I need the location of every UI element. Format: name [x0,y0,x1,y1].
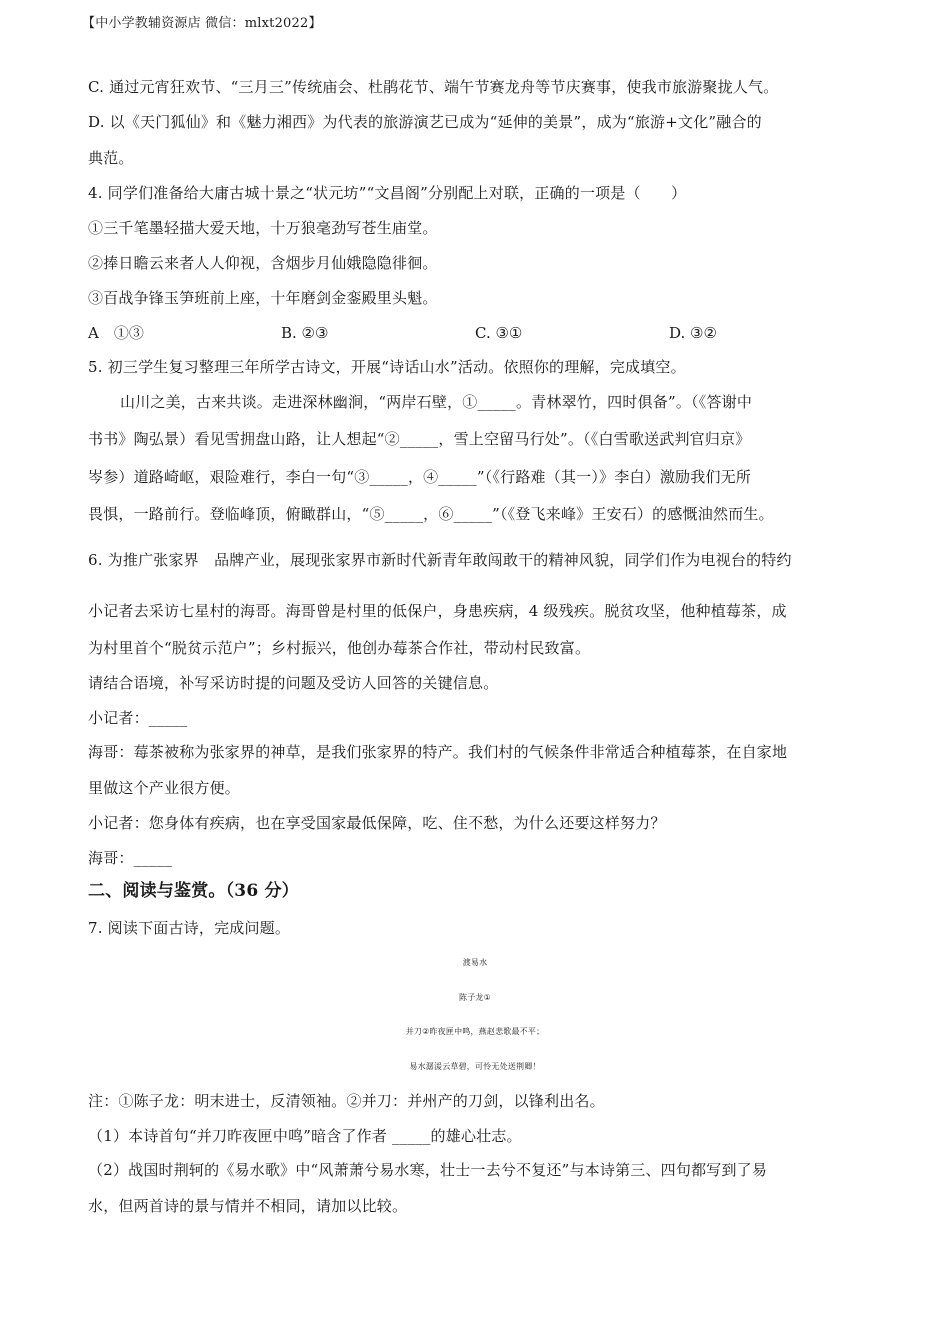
hai-ge-answer-1-cont: 里做这个产业很方便。 [88,779,241,797]
answer-option-b: B. ②③ [281,324,329,342]
question-5-para-2: 书书》陶弘景）看见雪拥盘山路，让人想起“②_____，雪上空留马行处”。（《白雪歌送武判官归京》 [88,430,751,448]
question-5-para-3: 岑参）道路崎岖，艰险难行，李白一句“③_____，④_____”（《行路难（其一）》李白）激励我们无所 [88,468,752,486]
answer-option-d: D. ③② [669,324,717,342]
answer-option-c: C. ③① [475,324,523,342]
section-title: 二、阅读与鉴赏。（36 分） [88,881,299,901]
couplet-2: ②捧日瞻云来者人人仰视，含烟步月仙娥隐隐徘徊。 [88,254,438,272]
poem-notes: 注：①陈子龙：明末进士，反清领袖。②并刀：并州产的刀剑，以锋利出名。 [88,1092,605,1110]
answer-option-a: A ①③ [88,324,144,342]
question-7-part-2-cont: 水，但两首诗的景与情并不相同，请加以比较。 [88,1197,408,1215]
question-4: 4. 同学们准备给大庸古城十景之“状元坊”“文昌阁”分别配上对联，正确的一项是（ ） [88,184,687,202]
question-5: 5. 初三学生复习整理三年所学古诗文，开展“诗话山水”活动。依照你的理解，完成填空。 [88,358,686,376]
question-7-part-2: （2）战国时荆轲的《易水歌》中“风萧萧兮易水寒，壮士一去兮不复还”与本诗第三、四句都写到了易 [88,1161,768,1179]
hai-ge-answer-2: 海哥：_____ [88,849,173,867]
poem-author: 陈子龙① [459,993,491,1002]
header-watermark: 【中小学教辅资源店 微信：mlxt2022】 [82,16,322,31]
question-6-instruction: 请结合语境，补写采访时提的问题及受访人回答的关键信息。 [88,674,499,692]
hai-ge-answer-1: 海哥：莓茶被称为张家界的神草，是我们张家界的特产。我们村的气候条件非常适合种植莓茶，在自家地 [88,743,788,761]
question-5-para-4: 畏惧，一路前行。登临峰顶，俯瞰群山，“⑤_____，⑥_____”（《登飞来峰》王安石）的感慨油然而生。 [88,505,774,523]
option-c-text: C. 通过元宵狂欢节、“三月三”传统庙会、杜鹃花节、端午节赛龙舟等节庆赛事，使我市旅游聚拢人气。 [88,78,779,96]
couplet-3: ③百战争锋玉笋班前上座，十年磨剑金銮殿里头魁。 [88,289,438,307]
couplet-1: ①三千笔墨轻描大爱天地，十万狼毫劲写苍生庙堂。 [88,219,438,237]
question-6: 6. 为推广张家界 品牌产业，展现张家界市新时代新青年敢闯敢干的精神风貌，同学们作为电视台的特约 [88,551,792,569]
question-6-line-2: 小记者去采访七星村的海哥。海哥曾是村里的低保户，身患疾病，4 级残疾。脱贫攻坚，他种植莓茶，成 [88,602,787,620]
reporter-question-2: 小记者：您身体有疾病，也在享受国家最低保障，吃、住不愁，为什么还要这样努力？ [88,814,666,832]
poem-line-2: 易水潺湲云草碧，可怜无处送荆卿！ [409,1062,541,1071]
question-7-part-1: （1）本诗首句“并刀昨夜匣中鸣”暗含了作者 _____的雄心壮志。 [88,1127,522,1145]
question-7: 7. 阅读下面古诗，完成问题。 [88,919,291,937]
poem-line-1: 并刀②昨夜匣中鸣，燕赵悲歌最不平； [405,1027,545,1036]
option-d-continued: 典范。 [88,149,134,167]
poem-title: 渡易水 [462,958,488,967]
question-6-line-3: 为村里首个“脱贫示范户”；乡村振兴，他创办莓茶合作社，带动村民致富。 [88,639,591,657]
option-d-text: D. 以《天门狐仙》和《魅力湘西》为代表的旅游演艺已成为“延伸的美景”，成为“旅游+文化”融合的 [88,113,762,131]
question-5-para-1: 山川之美，古来共谈。走进深林幽涧，“两岸石壁，①_____。青林翠竹，四时俱备”。（《答谢中 [120,393,753,411]
reporter-question-1: 小记者：_____ [88,709,188,727]
